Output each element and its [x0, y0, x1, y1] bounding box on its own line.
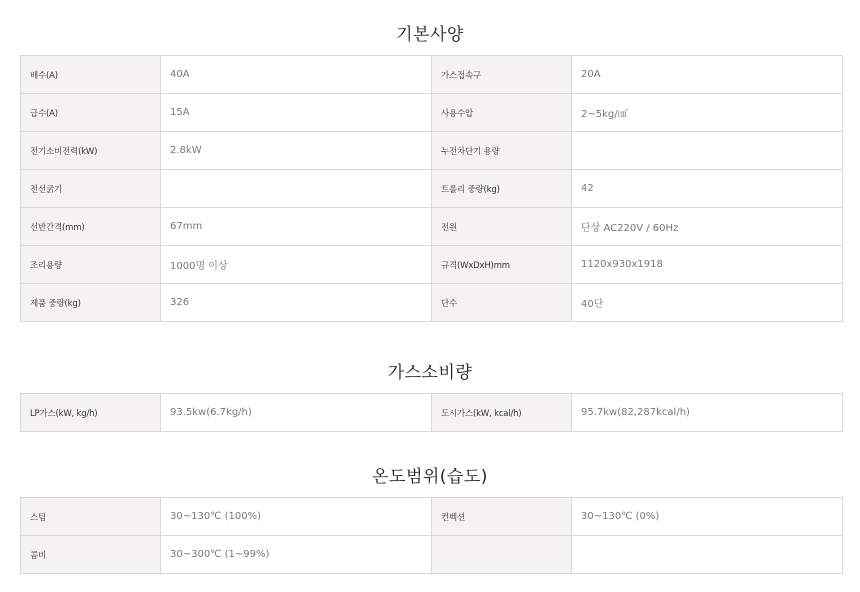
- spec-value: 40A: [161, 56, 432, 94]
- spec-label: 조리용량: [21, 246, 161, 284]
- spec-label: 콤비: [21, 536, 161, 574]
- spec-label: 전원: [432, 208, 572, 246]
- table-row: [21, 394, 843, 432]
- table-row: [21, 246, 843, 284]
- spec-label: LP가스(kW, kg/h): [21, 394, 161, 432]
- spec-label: 제품 중량(kg): [21, 284, 161, 322]
- spec-value: 42: [572, 170, 843, 208]
- spec-value: 30~130℃ (100%): [161, 498, 432, 536]
- table-row: [21, 94, 843, 132]
- basic-spec-table: [20, 55, 843, 322]
- spec-label: 규격(WxDxH)mm: [432, 246, 572, 284]
- table-row: [21, 208, 843, 246]
- spec-label: 트롤리 중량(kg): [432, 170, 572, 208]
- table-row: [21, 170, 843, 208]
- spec-value: [572, 132, 843, 170]
- spec-value: 20A: [572, 56, 843, 94]
- spec-label: 컨벡션: [432, 498, 572, 536]
- spec-label: 배수(A): [21, 56, 161, 94]
- spec-value: 30~300℃ (1~99%): [161, 536, 432, 574]
- spec-label: 사용수압: [432, 94, 572, 132]
- spec-label: 전선굵기: [21, 170, 161, 208]
- spec-value: 1000명 이상: [161, 246, 432, 284]
- spec-label: 선반간격(mm): [21, 208, 161, 246]
- spec-label: 스팀: [21, 498, 161, 536]
- spec-value: 15A: [161, 94, 432, 132]
- spec-value: 67mm: [161, 208, 432, 246]
- section-title-basic-spec: 기본사양: [396, 25, 464, 45]
- spec-label: [432, 536, 572, 574]
- spec-value: 1120x930x1918: [572, 246, 843, 284]
- spec-label: 단수: [432, 284, 572, 322]
- table-row: [21, 284, 843, 322]
- spec-label: 급수(A): [21, 94, 161, 132]
- spec-label: 전기소비전력(kW): [21, 132, 161, 170]
- spec-value: 40단: [572, 284, 843, 322]
- table-row: [21, 132, 843, 170]
- table-row: [21, 56, 843, 94]
- spec-value: [161, 170, 432, 208]
- spec-label: 가스접속구: [432, 56, 572, 94]
- spec-value: 326: [161, 284, 432, 322]
- spec-value: 2.8kW: [161, 132, 432, 170]
- temperature-range-table: [20, 497, 843, 574]
- spec-value: 95.7kw(82,287kcal/h): [572, 394, 843, 432]
- gas-consumption-table: [20, 393, 843, 432]
- spec-value: 30~130℃ (0%): [572, 498, 843, 536]
- spec-value: 2~5kg/㎠: [572, 94, 843, 132]
- section-title-gas-consumption: 가스소비량: [387, 363, 473, 383]
- table-row: [21, 498, 843, 536]
- table-row: [21, 536, 843, 574]
- spec-label: 누전차단기 용량: [432, 132, 572, 170]
- section-title-temperature-range: 온도범위(습도): [372, 467, 488, 487]
- spec-label: 도시가스(kW, kcal/h): [432, 394, 572, 432]
- spec-value: [572, 536, 843, 574]
- spec-value: 단상 AC220V / 60Hz: [572, 208, 843, 246]
- spec-value: 93.5kw(6.7kg/h): [161, 394, 432, 432]
